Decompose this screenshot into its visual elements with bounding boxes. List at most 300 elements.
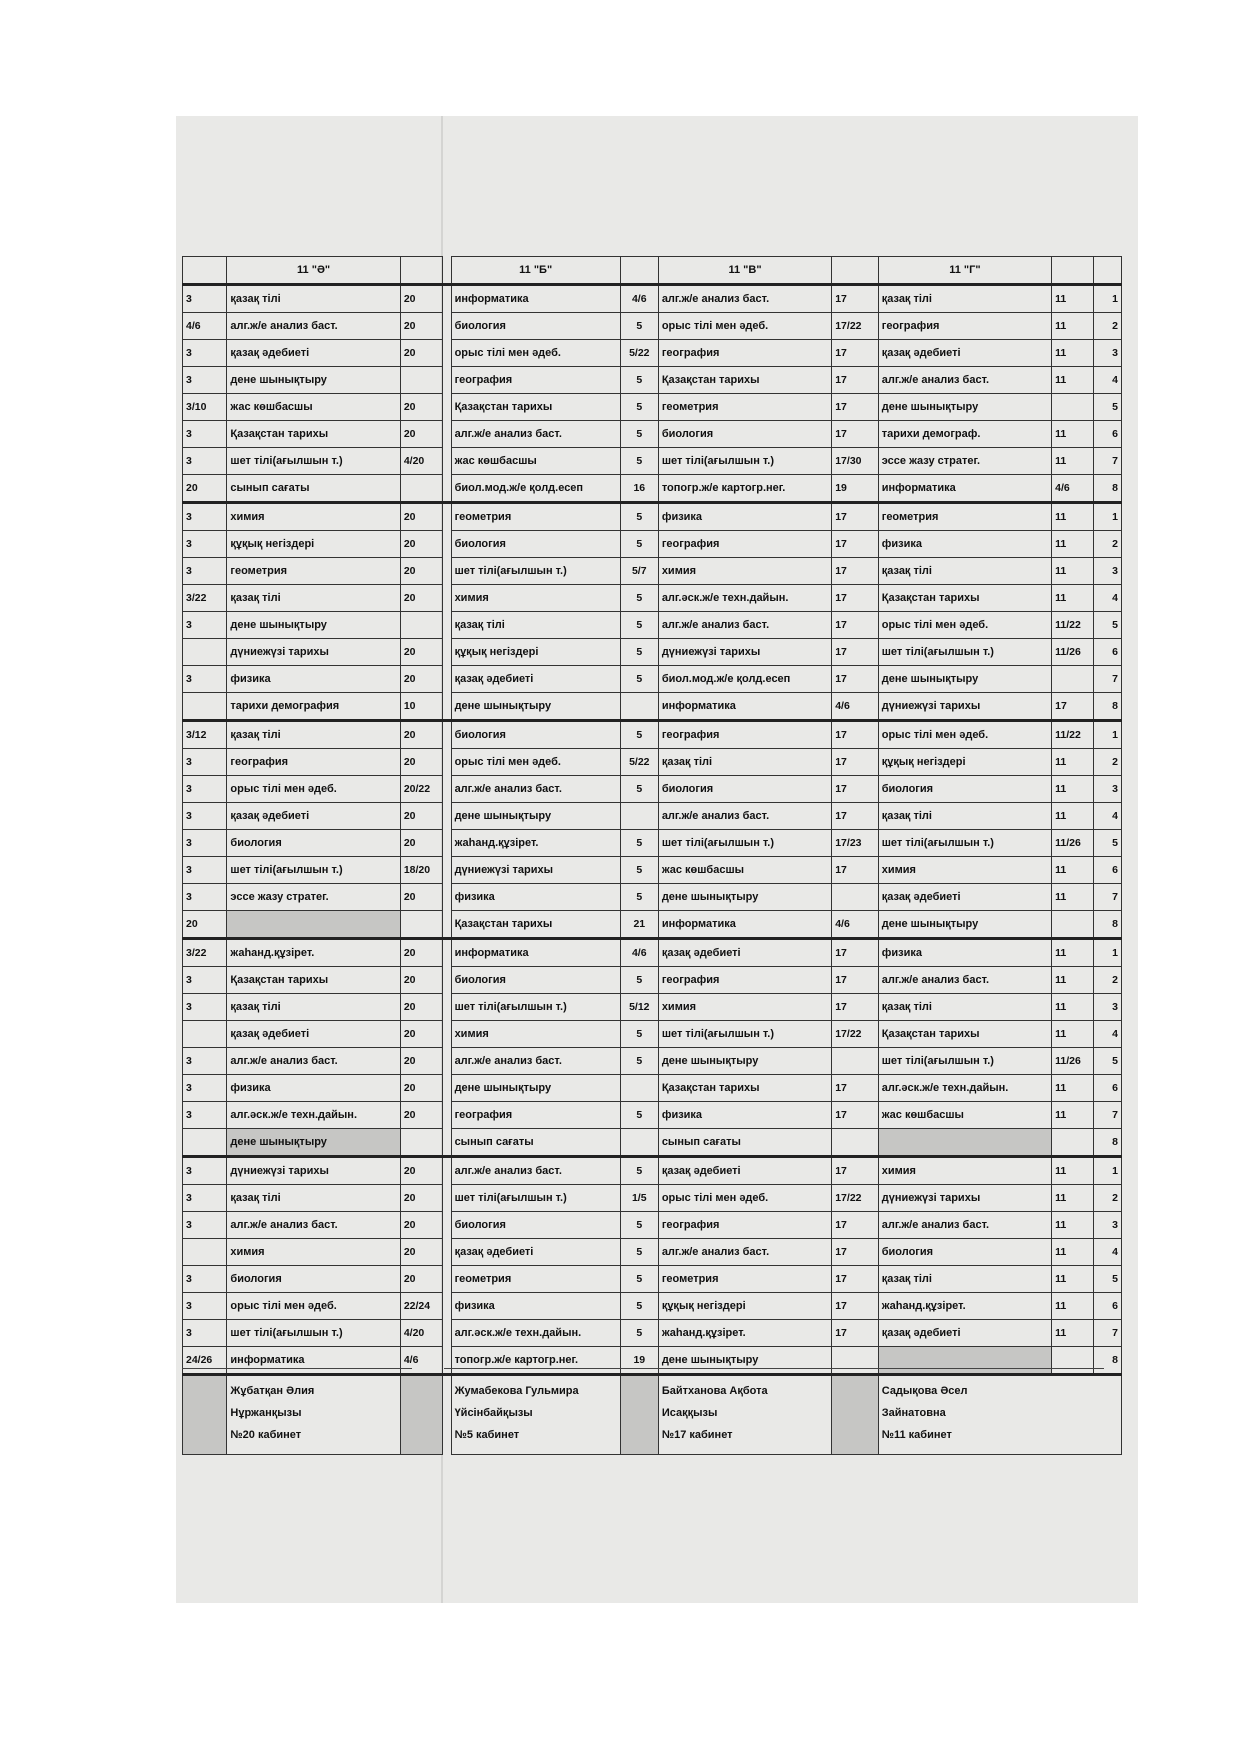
- room-cell: 20: [400, 1157, 442, 1185]
- room-cell: 3/12: [183, 721, 227, 749]
- gap: [443, 749, 451, 776]
- subject-cell: физика: [878, 939, 1051, 967]
- subject-cell: орыс тілі мен әдеб.: [878, 612, 1051, 639]
- subject-cell: химия: [227, 1239, 400, 1266]
- room-cell: 20: [400, 1239, 442, 1266]
- room-cell: 5: [620, 639, 658, 666]
- room-cell: 11/26: [1052, 639, 1094, 666]
- gap: [443, 448, 451, 475]
- subject-cell: физика: [451, 884, 620, 911]
- subject-cell: дене шынықтыру: [227, 612, 400, 639]
- subject-cell: шет тілі(ағылшын т.): [451, 558, 620, 585]
- room-cell: 5: [620, 421, 658, 448]
- room-cell: 11: [1052, 340, 1094, 367]
- subject-cell: дене шынықтыру: [451, 693, 620, 721]
- subject-cell: алг.әск.ж/е техн.дайын.: [227, 1102, 400, 1129]
- lesson-row: [183, 803, 1122, 830]
- teacher-cell-g: [878, 1375, 1121, 1455]
- subject-cell: Қазақстан тарихы: [227, 421, 400, 448]
- subject-cell: [878, 1129, 1051, 1157]
- subject-cell: география: [227, 749, 400, 776]
- lesson-row: [183, 1021, 1122, 1048]
- room-cell: 17/30: [832, 448, 879, 475]
- lesson-row: [183, 285, 1122, 313]
- room-cell: 20: [400, 1266, 442, 1293]
- lesson-row: [183, 531, 1122, 558]
- header-blank: [832, 257, 879, 285]
- room-cell: 3: [183, 884, 227, 911]
- room-cell: 11: [1052, 1212, 1094, 1239]
- subject-cell: шет тілі(ағылшын т.): [227, 1320, 400, 1347]
- subject-cell: алг.ж/е анализ баст.: [227, 1212, 400, 1239]
- room-cell: 4/6: [620, 285, 658, 313]
- subject-cell: орыс тілі мен әдеб.: [227, 1293, 400, 1320]
- room-cell: [400, 1129, 442, 1157]
- room-cell: 11/26: [1052, 830, 1094, 857]
- subject-cell: қазақ тілі: [878, 803, 1051, 830]
- subject-cell: химия: [878, 1157, 1051, 1185]
- subject-cell: алг.ж/е анализ баст.: [658, 612, 831, 639]
- room-cell: 20: [400, 830, 442, 857]
- schedule-table: [182, 256, 1122, 1455]
- room-cell: 5: [620, 1021, 658, 1048]
- period-number: 3: [1094, 994, 1122, 1021]
- subject-cell: физика: [658, 503, 831, 531]
- room-cell: 5: [620, 1048, 658, 1075]
- gap: [443, 313, 451, 340]
- lesson-row: [183, 1293, 1122, 1320]
- room-cell: 11: [1052, 1320, 1094, 1347]
- room-cell: 17: [832, 721, 879, 749]
- subject-cell: биология: [451, 1212, 620, 1239]
- subject-cell: химия: [227, 503, 400, 531]
- subject-cell: физика: [227, 1075, 400, 1102]
- lesson-row: [183, 967, 1122, 994]
- room-cell: 3: [183, 503, 227, 531]
- subject-cell: алг.ж/е анализ баст.: [451, 1157, 620, 1185]
- room-cell: 20: [400, 994, 442, 1021]
- header-blank: [1094, 257, 1122, 285]
- teacher-info-line: Нұржанқызы: [230, 1407, 302, 1419]
- subject-cell: жаһанд.құзірет.: [227, 939, 400, 967]
- room-cell: 20: [400, 749, 442, 776]
- room-cell: 11: [1052, 531, 1094, 558]
- gap: [443, 830, 451, 857]
- subject-cell: Қазақстан тарихы: [227, 967, 400, 994]
- period-number: 2: [1094, 749, 1122, 776]
- room-cell: 5: [620, 721, 658, 749]
- room-cell: 11: [1052, 585, 1094, 612]
- room-cell: 3: [183, 1157, 227, 1185]
- subject-cell: қазақ әдебиеті: [878, 1320, 1051, 1347]
- room-cell: 5: [620, 313, 658, 340]
- subject-cell: шет тілі(ағылшын т.): [658, 448, 831, 475]
- gap: [443, 803, 451, 830]
- subject-cell: биология: [878, 1239, 1051, 1266]
- room-cell: 17: [832, 285, 879, 313]
- header-blank: [620, 257, 658, 285]
- room-cell: 20: [400, 558, 442, 585]
- room-cell: [620, 803, 658, 830]
- room-cell: 5/12: [620, 994, 658, 1021]
- room-cell: 5: [620, 776, 658, 803]
- subject-cell: биология: [658, 776, 831, 803]
- subject-cell: топогр.ж/е картогр.нег.: [658, 475, 831, 503]
- subject-cell: қазақ тілі: [227, 1185, 400, 1212]
- period-number: 4: [1094, 1021, 1122, 1048]
- subject-cell: дене шынықтыру: [878, 911, 1051, 939]
- room-cell: 19: [620, 1347, 658, 1375]
- room-cell: [400, 475, 442, 503]
- room-cell: 17: [832, 531, 879, 558]
- room-cell: [620, 1075, 658, 1102]
- shaded-cell: [183, 1375, 227, 1455]
- subject-cell: құқық негіздері: [878, 749, 1051, 776]
- period-number: 5: [1094, 830, 1122, 857]
- room-cell: 5/7: [620, 558, 658, 585]
- subject-cell: алг.ж/е анализ баст.: [451, 1048, 620, 1075]
- subject-cell: қазақ әдебиеті: [878, 340, 1051, 367]
- subject-cell: дене шынықтыру: [878, 394, 1051, 421]
- room-cell: 11/22: [1052, 612, 1094, 639]
- lesson-row: [183, 693, 1122, 721]
- lesson-row: [183, 1239, 1122, 1266]
- room-cell: 5: [620, 531, 658, 558]
- subject-cell: дене шынықтыру: [227, 367, 400, 394]
- subject-cell: алг.әск.ж/е техн.дайын.: [658, 585, 831, 612]
- teacher-info-line: Исаққызы: [661, 1407, 718, 1419]
- subject-cell: орыс тілі мен әдеб.: [658, 1185, 831, 1212]
- subject-cell: эссе жазу стратег.: [878, 448, 1051, 475]
- subject-cell: қазақ тілі: [878, 994, 1051, 1021]
- room-cell: 3: [183, 776, 227, 803]
- room-cell: 11/26: [1052, 1048, 1094, 1075]
- room-cell: [1052, 394, 1094, 421]
- subject-cell: шет тілі(ағылшын т.): [451, 994, 620, 1021]
- subject-cell: шет тілі(ағылшын т.): [878, 830, 1051, 857]
- room-cell: [400, 367, 442, 394]
- subject-cell: алг.ж/е анализ баст.: [451, 421, 620, 448]
- room-cell: 5/22: [620, 749, 658, 776]
- lesson-row: [183, 1102, 1122, 1129]
- period-number: 8: [1094, 693, 1122, 721]
- room-cell: 4/6: [620, 939, 658, 967]
- subject-cell: химия: [878, 857, 1051, 884]
- room-cell: 11: [1052, 776, 1094, 803]
- room-cell: 17: [832, 967, 879, 994]
- subject-cell: шет тілі(ағылшын т.): [658, 1021, 831, 1048]
- room-cell: [832, 1048, 879, 1075]
- subject-cell: қазақ тілі: [227, 285, 400, 313]
- subject-cell: орыс тілі мен әдеб.: [451, 749, 620, 776]
- room-cell: 3: [183, 421, 227, 448]
- teacher-cell-v: [658, 1375, 831, 1455]
- period-number: 4: [1094, 367, 1122, 394]
- room-cell: 17: [832, 776, 879, 803]
- room-cell: 3: [183, 367, 227, 394]
- room-cell: 22/24: [400, 1293, 442, 1320]
- teacher-cell-a: [227, 1375, 400, 1455]
- room-cell: 20: [400, 884, 442, 911]
- lesson-row: [183, 939, 1122, 967]
- subject-cell: биология: [451, 313, 620, 340]
- shaded-cell: [832, 1375, 879, 1455]
- room-cell: 5: [620, 367, 658, 394]
- room-cell: 20: [400, 803, 442, 830]
- teacher-info-line: Байтханова Ақбота: [661, 1385, 768, 1397]
- gap: [443, 585, 451, 612]
- gap: [443, 394, 451, 421]
- room-cell: 5: [620, 967, 658, 994]
- subject-cell: биология: [658, 421, 831, 448]
- lesson-row: [183, 1048, 1122, 1075]
- subject-cell: орыс тілі мен әдеб.: [451, 340, 620, 367]
- room-cell: 5: [620, 1239, 658, 1266]
- room-cell: 5: [620, 666, 658, 693]
- gap: [443, 911, 451, 939]
- period-number: 4: [1094, 803, 1122, 830]
- subject-cell: Қазақстан тарихы: [878, 585, 1051, 612]
- subject-cell: биология: [878, 776, 1051, 803]
- period-number: 1: [1094, 939, 1122, 967]
- room-cell: 17: [832, 1239, 879, 1266]
- header-row: [183, 257, 1122, 285]
- room-cell: 17: [832, 394, 879, 421]
- lesson-row: [183, 340, 1122, 367]
- room-cell: [183, 693, 227, 721]
- lesson-row: [183, 1320, 1122, 1347]
- period-number: 6: [1094, 1075, 1122, 1102]
- room-cell: 5: [620, 1266, 658, 1293]
- room-cell: 20: [183, 475, 227, 503]
- lesson-row: [183, 1129, 1122, 1157]
- subject-cell: дене шынықтыру: [878, 666, 1051, 693]
- room-cell: 11: [1052, 1266, 1094, 1293]
- subject-cell: геометрия: [227, 558, 400, 585]
- room-cell: 3: [183, 749, 227, 776]
- period-number: 6: [1094, 857, 1122, 884]
- gap: [443, 475, 451, 503]
- subject-cell: информатика: [451, 939, 620, 967]
- lesson-row: [183, 830, 1122, 857]
- teacher-info-line: Зайнатовна: [881, 1407, 946, 1419]
- subject-cell: геометрия: [878, 503, 1051, 531]
- period-number: 7: [1094, 666, 1122, 693]
- gap: [443, 1347, 451, 1375]
- gap: [443, 1239, 451, 1266]
- subject-cell: биол.мод.ж/е қолд.есеп: [451, 475, 620, 503]
- subject-cell: қазақ әдебиеті: [451, 1239, 620, 1266]
- subject-cell: информатика: [451, 285, 620, 313]
- gap: [443, 1129, 451, 1157]
- room-cell: 17: [832, 585, 879, 612]
- period-number: 2: [1094, 1185, 1122, 1212]
- lesson-row: [183, 612, 1122, 639]
- subject-cell: қазақ әдебиеті: [658, 1157, 831, 1185]
- lesson-row: [183, 585, 1122, 612]
- subject-cell: география: [658, 721, 831, 749]
- gap: [443, 421, 451, 448]
- subject-cell: қазақ әдебиеті: [227, 803, 400, 830]
- period-number: 1: [1094, 285, 1122, 313]
- room-cell: 17: [832, 612, 879, 639]
- room-cell: 17: [832, 803, 879, 830]
- period-number: 4: [1094, 1239, 1122, 1266]
- room-cell: [183, 1129, 227, 1157]
- gap: [443, 1212, 451, 1239]
- gap: [443, 1375, 451, 1455]
- room-cell: 20: [400, 1075, 442, 1102]
- period-number: 3: [1094, 776, 1122, 803]
- room-cell: 4/6: [400, 1347, 442, 1375]
- period-number: 2: [1094, 967, 1122, 994]
- room-cell: 3: [183, 558, 227, 585]
- lesson-row: [183, 857, 1122, 884]
- subject-cell: сынып сағаты: [658, 1129, 831, 1157]
- room-cell: 17/22: [832, 313, 879, 340]
- room-cell: 11: [1052, 503, 1094, 531]
- room-cell: 5: [620, 1212, 658, 1239]
- room-cell: 11: [1052, 803, 1094, 830]
- gap: [443, 693, 451, 721]
- subject-cell: алг.әск.ж/е техн.дайын.: [878, 1075, 1051, 1102]
- room-cell: 5/22: [620, 340, 658, 367]
- footer-line: [182, 1368, 412, 1369]
- room-cell: 11: [1052, 1293, 1094, 1320]
- subject-cell: Қазақстан тарихы: [658, 1075, 831, 1102]
- room-cell: 17: [832, 1157, 879, 1185]
- room-cell: 17: [832, 503, 879, 531]
- header-class-b: 11 "Б": [451, 257, 620, 285]
- room-cell: 11: [1052, 285, 1094, 313]
- room-cell: 24/26: [183, 1347, 227, 1375]
- room-cell: 3: [183, 340, 227, 367]
- room-cell: 5: [620, 448, 658, 475]
- room-cell: 3: [183, 1212, 227, 1239]
- gap: [443, 939, 451, 967]
- subject-cell: география: [658, 340, 831, 367]
- subject-cell: орыс тілі мен әдеб.: [227, 776, 400, 803]
- lesson-row: [183, 475, 1122, 503]
- subject-cell: қазақ тілі: [878, 285, 1051, 313]
- room-cell: 11: [1052, 939, 1094, 967]
- subject-cell: қазақ тілі: [227, 721, 400, 749]
- gap: [443, 1293, 451, 1320]
- subject-cell: қазақ әдебиеті: [878, 884, 1051, 911]
- room-cell: 5: [620, 503, 658, 531]
- subject-cell: алг.әск.ж/е техн.дайын.: [451, 1320, 620, 1347]
- subject-cell: биология: [227, 1266, 400, 1293]
- room-cell: 20: [400, 666, 442, 693]
- subject-cell: география: [451, 367, 620, 394]
- room-cell: 17: [832, 340, 879, 367]
- lesson-row: [183, 994, 1122, 1021]
- subject-cell: дене шынықтыру: [227, 1129, 400, 1157]
- gap: [443, 1266, 451, 1293]
- room-cell: 5: [620, 830, 658, 857]
- room-cell: 19: [832, 475, 879, 503]
- lesson-row: [183, 448, 1122, 475]
- room-cell: 3: [183, 1293, 227, 1320]
- subject-cell: дене шынықтыру: [658, 1347, 831, 1375]
- subject-cell: орыс тілі мен әдеб.: [658, 313, 831, 340]
- subject-cell: қазақ тілі: [658, 749, 831, 776]
- subject-cell: қазақ тілі: [878, 558, 1051, 585]
- gap: [443, 1185, 451, 1212]
- header-class-a: 11 "Ә": [227, 257, 400, 285]
- room-cell: [620, 693, 658, 721]
- room-cell: 5: [620, 884, 658, 911]
- subject-cell: дене шынықтыру: [658, 884, 831, 911]
- subject-cell: биология: [451, 721, 620, 749]
- period-number: 5: [1094, 612, 1122, 639]
- subject-cell: география: [451, 1102, 620, 1129]
- room-cell: 3: [183, 1075, 227, 1102]
- subject-cell: химия: [658, 994, 831, 1021]
- room-cell: 3: [183, 448, 227, 475]
- subject-cell: қазақ тілі: [227, 994, 400, 1021]
- subject-cell: жаһанд.құзірет.: [451, 830, 620, 857]
- room-cell: 20: [400, 1212, 442, 1239]
- subject-cell: биология: [227, 830, 400, 857]
- room-cell: 17: [832, 1102, 879, 1129]
- subject-cell: дүниежүзі тарихы: [658, 639, 831, 666]
- subject-cell: Қазақстан тарихы: [451, 911, 620, 939]
- room-cell: [183, 639, 227, 666]
- subject-cell: алг.ж/е анализ баст.: [878, 367, 1051, 394]
- room-cell: 5: [620, 612, 658, 639]
- lesson-row: [183, 558, 1122, 585]
- room-cell: 3: [183, 285, 227, 313]
- lesson-row: [183, 313, 1122, 340]
- room-cell: 4/20: [400, 448, 442, 475]
- room-cell: 17: [832, 367, 879, 394]
- room-cell: 11: [1052, 558, 1094, 585]
- gap: [443, 503, 451, 531]
- teacher-info-line: №5 кабинет: [454, 1429, 520, 1441]
- room-cell: 17: [832, 1320, 879, 1347]
- room-cell: 5: [620, 394, 658, 421]
- room-cell: [1052, 1347, 1094, 1375]
- gap: [443, 1157, 451, 1185]
- gap: [443, 1102, 451, 1129]
- period-number: 6: [1094, 1293, 1122, 1320]
- gap: [443, 558, 451, 585]
- period-number: 2: [1094, 531, 1122, 558]
- subject-cell: шет тілі(ағылшын т.): [227, 448, 400, 475]
- subject-cell: қазақ тілі: [451, 612, 620, 639]
- lesson-row: [183, 749, 1122, 776]
- subject-cell: шет тілі(ағылшын т.): [227, 857, 400, 884]
- lesson-row: [183, 721, 1122, 749]
- period-number: 1: [1094, 503, 1122, 531]
- period-number: 5: [1094, 1048, 1122, 1075]
- room-cell: 3: [183, 612, 227, 639]
- room-cell: 4/20: [400, 1320, 442, 1347]
- period-number: 3: [1094, 340, 1122, 367]
- subject-cell: физика: [227, 666, 400, 693]
- subject-cell: геометрия: [658, 1266, 831, 1293]
- room-cell: 3/10: [183, 394, 227, 421]
- room-cell: 11: [1052, 1021, 1094, 1048]
- room-cell: 20: [400, 967, 442, 994]
- subject-cell: география: [658, 1212, 831, 1239]
- subject-cell: қазақ тілі: [878, 1266, 1051, 1293]
- room-cell: 17: [832, 939, 879, 967]
- period-number: 8: [1094, 1129, 1122, 1157]
- room-cell: 3: [183, 1185, 227, 1212]
- room-cell: 17: [832, 639, 879, 666]
